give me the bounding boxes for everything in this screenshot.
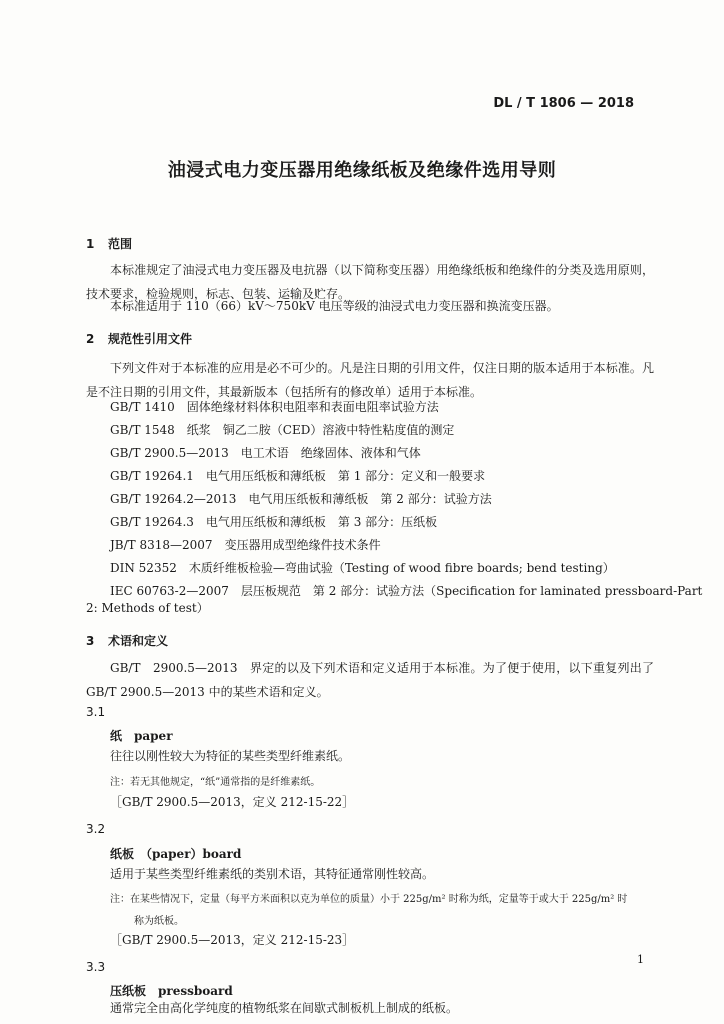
reference-item: DIN 52352 木质纤维板检验—弯曲试验（Testing of wood fibre boards; bend testing） <box>110 561 615 575</box>
section-number: 3 <box>86 634 95 648</box>
section-number: 1 <box>86 237 95 251</box>
term-definition: 通常完全由高化学纯度的植物纸浆在间歇式制板机上制成的纸板。 <box>110 1001 459 1015</box>
section-1-heading <box>86 235 132 252</box>
term-definition: 往往以刚性较大为特征的某些类型纤维素纸。 <box>110 749 351 763</box>
term-name: 纸板 （paper）board <box>110 847 242 861</box>
reference-item: IEC 60763-2—2007 层压板规范 第 2 部分：试验方法（Specification for laminated pressboard-Part <box>110 584 703 598</box>
reference-item: GB/T 2900.5—2013 电工术语 绝缘固体、液体和气体 <box>110 446 421 460</box>
term-name: 压纸板 pressboard <box>110 984 233 998</box>
page-number: 1 <box>637 953 644 966</box>
document-title: 油浸式电力变压器用绝缘纸板及绝缘件选用导则 <box>167 160 557 181</box>
section-title: 规范性引用文件 <box>108 332 193 346</box>
term-number: 3.2 <box>86 822 106 836</box>
terms-intro: GB/T 2900.5—2013 界定的以及下列术语和定义适用于本标准。为了便于使用，以下重复列出了GB/T 2900.5—2013 中的某些术语和定义。 <box>86 661 654 699</box>
term-name: 纸 paper <box>110 729 173 743</box>
reference-item: GB/T 1410 固体绝缘材料体积电阻率和表面电阻率试验方法 <box>110 400 439 414</box>
reference-item: GB/T 19264.3 电气用压纸板和薄纸板 第 3 部分：压纸板 <box>110 515 438 529</box>
reference-item: GB/T 19264.2—2013 电气用压纸板和薄纸板 第 2 部分：试验方法 <box>110 492 492 506</box>
section-3-heading <box>86 632 168 649</box>
term-number: 3.3 <box>86 960 106 974</box>
reference-item-continuation: 2: Methods of test） <box>86 601 209 615</box>
term-note-continuation: 称为纸板。 <box>134 916 184 927</box>
term-number: 3.1 <box>86 705 106 719</box>
section-2-heading <box>86 330 192 347</box>
references-intro: 下列文件对于本标准的应用是必不可少的。凡是注日期的引用文件，仅注日期的版本适用于本标准。凡是不注日期的引用文件，其最新版本（包括所有的修改单）适用于本标准。 <box>86 361 654 399</box>
section-title: 范围 <box>108 237 133 251</box>
section-number: 2 <box>86 332 95 346</box>
reference-item: GB/T 19264.1 电气用压纸板和薄纸板 第 1 部分：定义和一般要求 <box>110 469 486 483</box>
scope-paragraph: 本标准规定了油浸式电力变压器及电抗器（以下简称变压器）用绝缘纸板和绝缘件的分类及选用原则，技术要求，检验规则，标志、包装、运输及贮存。 <box>86 263 654 301</box>
scope-applicability: 本标准适用于 110（66）kV～750kV 电压等级的油浸式电力变压器和换流变压器。 <box>110 299 559 313</box>
term-source: ［GB/T 2900.5—2013，定义 212-15-22］ <box>110 795 355 809</box>
term-definition: 适用于某些类型纤维素纸的类别术语，其特征通常刚性较高。 <box>110 867 435 881</box>
term-note: 注：在某些情况下，定量（每平方米面积以克为单位的质量）小于 225g/m² 时称为纸，定量等于或大于 225g/m² 时 <box>110 894 628 905</box>
reference-item: GB/T 1548 纸浆 铜乙二胺（CED）溶液中特性粘度值的测定 <box>110 423 455 437</box>
standard-code: DL / T 1806 — 2018 <box>493 96 634 111</box>
term-note: 注：若无其他规定，“纸”通常指的是纤维素纸。 <box>110 777 321 788</box>
section-title: 术语和定义 <box>108 634 169 648</box>
reference-item: JB/T 8318—2007 变压器用成型绝缘件技术条件 <box>110 538 381 552</box>
term-source: ［GB/T 2900.5—2013，定义 212-15-23］ <box>110 933 355 947</box>
